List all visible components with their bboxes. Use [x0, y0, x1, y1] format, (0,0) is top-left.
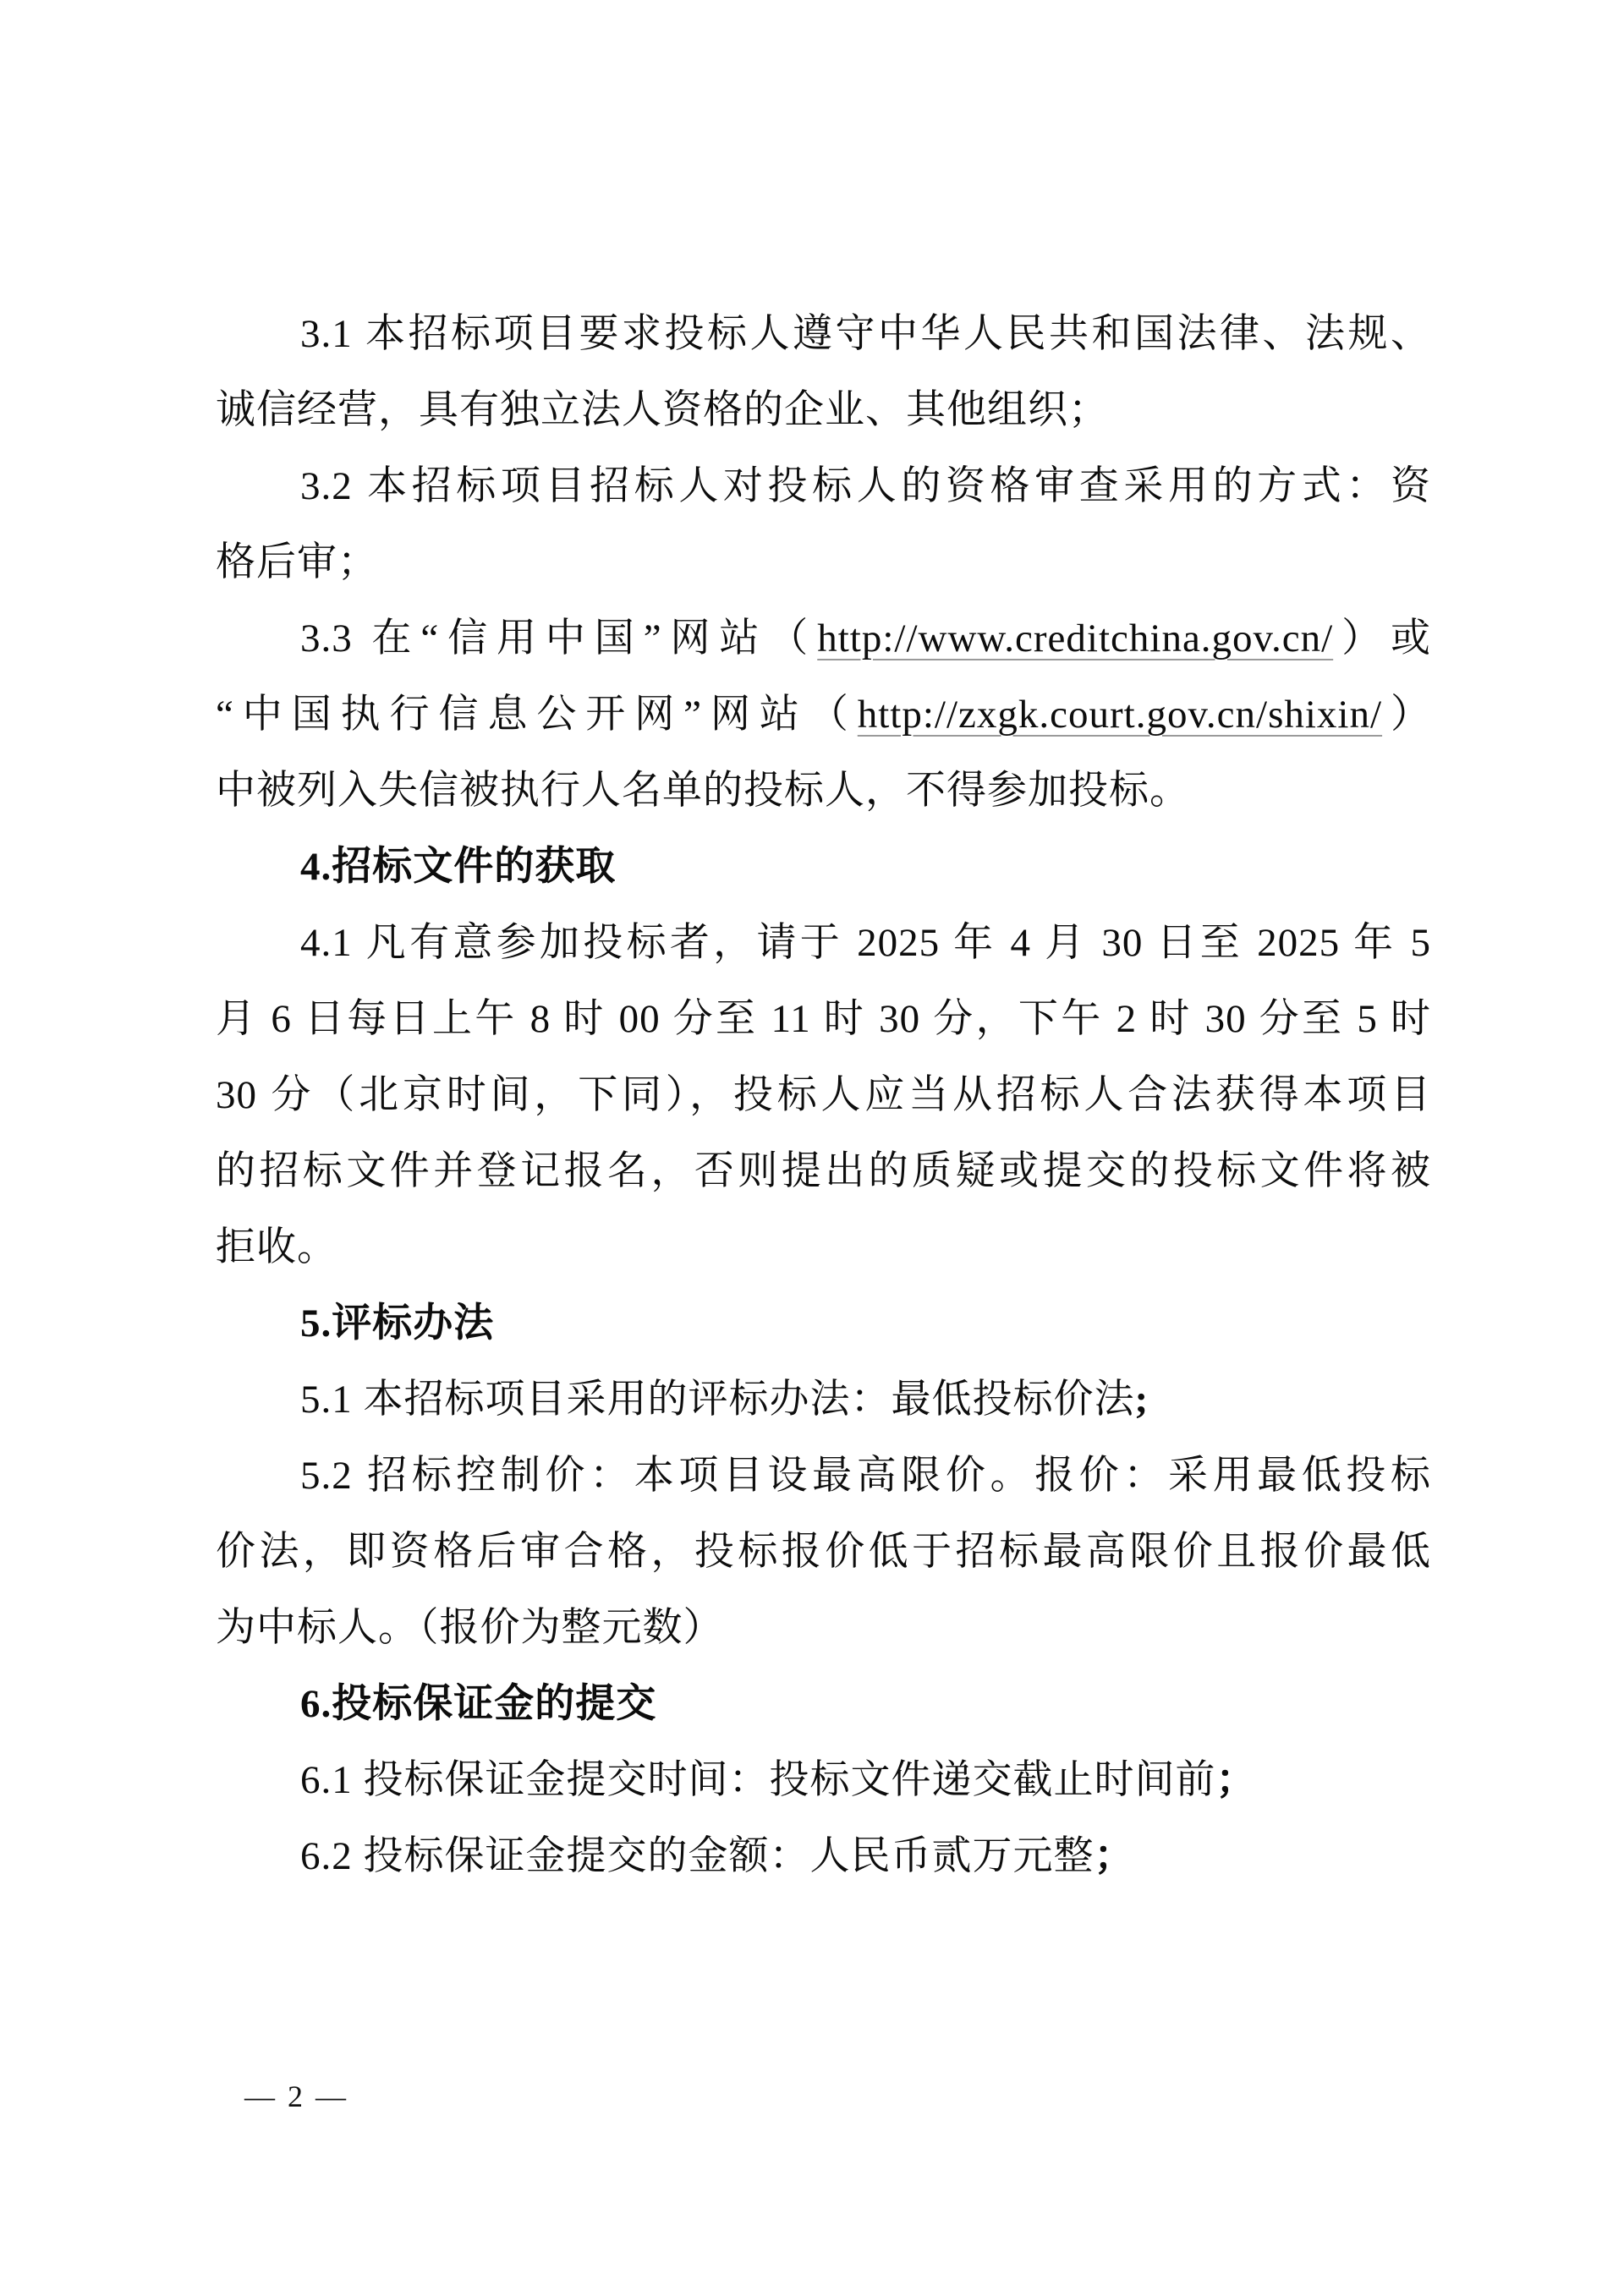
line-3-2b [216, 524, 1431, 600]
line-3-3b [216, 677, 1431, 753]
url-link[interactable]: http://www.creditchina.gov.cn/ [817, 616, 1334, 660]
heading-4 [216, 829, 1431, 905]
text-segment: 4.招标文件的获取 [300, 845, 617, 889]
line-6-2 [216, 1818, 1431, 1894]
text-segment: ； [1215, 1758, 1257, 1802]
text-segment: 3.2 本招标项目招标人对投标人的资格审查采用的方式：资 [300, 464, 1431, 508]
line-5-2b [216, 1514, 1431, 1590]
line-4-1a [216, 905, 1431, 981]
heading-5 [216, 1285, 1431, 1362]
line-5-2a [216, 1438, 1431, 1514]
text-segment: 6.1 投标保证金提交时间：投标文件递交截止时间前 [300, 1758, 1216, 1802]
text-segment: ）或 [1333, 616, 1431, 660]
text-segment: ； [1094, 1834, 1135, 1878]
text-segment: 为中标人。（报价为整元数） [216, 1606, 724, 1650]
line-3-2a [216, 448, 1431, 524]
line-4-1d [216, 1133, 1431, 1209]
line-5-2c [216, 1590, 1431, 1666]
heading-6 [216, 1666, 1431, 1742]
text-segment: 价法，即资格后审合格，投标报价低于招标最高限价且报价最低 [216, 1530, 1431, 1574]
text-segment: 3.1 本招标项目要求投标人遵守中华人民共和国法律、法规、 [300, 312, 1431, 356]
document-body [216, 296, 1431, 1894]
text-segment: 3.3 在“信用中国”网站（ [300, 616, 818, 660]
text-segment: “中国执行信息公开网”网站（ [216, 693, 858, 737]
text-segment: 拒收。 [216, 1225, 337, 1269]
text-segment: 格后审； [216, 540, 378, 584]
text-segment: 5.1 本招标项目采用的评标办法：最低投标价法 [300, 1378, 1135, 1422]
line-4-1e [216, 1209, 1431, 1285]
text-segment: ; [1134, 1378, 1149, 1422]
line-3-1b [216, 372, 1431, 448]
text-segment: 的招标文件并登记报名，否则提出的质疑或提交的投标文件将被 [216, 1149, 1431, 1193]
page-number: — 2 — [244, 2080, 348, 2113]
line-4-1b [216, 981, 1431, 1057]
text-segment: 6.投标保证金的提交 [300, 1682, 657, 1726]
url-link[interactable]: http://zxgk.court.gov.cn/shixin/ [857, 693, 1383, 737]
line-3-3a [216, 600, 1431, 677]
text-segment: 30 分（北京时间，下同），投标人应当从招标人合法获得本项目 [216, 1073, 1431, 1117]
line-4-1c [216, 1057, 1431, 1133]
text-segment: 5.评标办法 [300, 1301, 495, 1345]
text-segment: ） [1382, 693, 1431, 737]
line-3-1a [216, 296, 1431, 372]
text-segment: 6.2 投标保证金提交的金额：人民币贰万元整 [300, 1834, 1095, 1878]
text-segment: 月 6 日每日上午 8 时 00 分至 11 时 30 分，下午 2 时 30 分至 5 时 [216, 997, 1431, 1041]
text-segment: 5.2 招标控制价：本项目设最高限价。报价：采用最低投标 [300, 1454, 1431, 1498]
text-segment: 诚信经营，具有独立法人资格的企业、其他组织； [216, 388, 1109, 432]
line-6-1 [216, 1742, 1431, 1818]
text-segment: 4.1 凡有意参加投标者，请于 2025 年 4 月 30 日至 2025 年 5 [300, 921, 1431, 965]
line-3-3c [216, 753, 1431, 829]
text-segment: 中被列入失信被执行人名单的投标人，不得参加投标。 [216, 769, 1190, 813]
line-5-1 [216, 1362, 1431, 1438]
